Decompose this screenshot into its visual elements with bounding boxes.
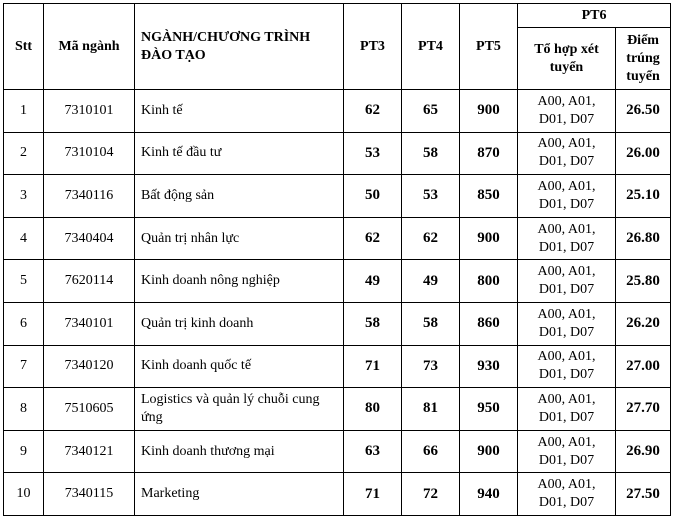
cell-to-hop: A00, A01, D01, D07 [518,217,616,260]
cell-diem: 26.80 [616,217,671,260]
cell-pt5: 850 [460,175,518,218]
cell-pt4: 66 [402,430,460,473]
table-row [4,260,671,303]
cell-pt4: 72 [402,473,460,516]
cell-ma-nganh: 7340404 [44,217,135,260]
cell-ma-nganh: 7310104 [44,132,135,175]
cell-diem: 26.20 [616,302,671,345]
header-pt5: PT5 [460,4,518,90]
cell-diem: 26.50 [616,90,671,133]
header-stt: Stt [4,4,44,90]
cell-pt4: 58 [402,302,460,345]
cell-stt: 7 [4,345,44,388]
cell-pt5: 870 [460,132,518,175]
table-row [4,345,671,388]
cell-diem: 25.80 [616,260,671,303]
cell-diem: 25.10 [616,175,671,218]
cell-pt3: 62 [344,217,402,260]
cell-pt4: 49 [402,260,460,303]
cell-ma-nganh: 7340120 [44,345,135,388]
cell-stt: 8 [4,388,44,431]
cell-nganh: Bất động sản [135,175,344,218]
cell-pt4: 58 [402,132,460,175]
cell-pt4: 65 [402,90,460,133]
cell-ma-nganh: 7510605 [44,388,135,431]
cell-pt3: 80 [344,388,402,431]
cell-pt3: 50 [344,175,402,218]
admission-table [3,3,671,516]
cell-to-hop: A00, A01, D01, D07 [518,430,616,473]
header-diem: Điểm trúng tuyển [616,28,671,90]
cell-pt5: 930 [460,345,518,388]
cell-diem: 27.50 [616,473,671,516]
cell-pt5: 900 [460,217,518,260]
cell-to-hop: A00, A01, D01, D07 [518,260,616,303]
table-row [4,430,671,473]
table-row [4,217,671,260]
cell-pt3: 49 [344,260,402,303]
cell-pt4: 62 [402,217,460,260]
cell-pt3: 63 [344,430,402,473]
cell-stt: 2 [4,132,44,175]
cell-stt: 5 [4,260,44,303]
header-ma-nganh: Mã ngành [44,4,135,90]
cell-pt5: 950 [460,388,518,431]
cell-pt3: 58 [344,302,402,345]
cell-ma-nganh: 7620114 [44,260,135,303]
cell-to-hop: A00, A01, D01, D07 [518,90,616,133]
cell-to-hop: A00, A01, D01, D07 [518,388,616,431]
cell-pt4: 73 [402,345,460,388]
cell-nganh: Quản trị nhân lực [135,217,344,260]
cell-nganh: Kinh doanh thương mại [135,430,344,473]
header-to-hop: Tổ hợp xét tuyển [518,28,616,90]
cell-pt3: 53 [344,132,402,175]
header-pt6: PT6 [518,4,671,28]
cell-nganh: Logistics và quản lý chuỗi cung ứng [135,388,344,431]
cell-pt3: 71 [344,473,402,516]
cell-pt4: 53 [402,175,460,218]
cell-diem: 26.00 [616,132,671,175]
header-nganh: NGÀNH/CHƯƠNG TRÌNH ĐÀO TẠO [135,4,344,90]
cell-nganh: Kinh tế [135,90,344,133]
table-row [4,132,671,175]
cell-to-hop: A00, A01, D01, D07 [518,175,616,218]
cell-pt4: 81 [402,388,460,431]
cell-ma-nganh: 7340121 [44,430,135,473]
table-row [4,388,671,431]
cell-pt5: 900 [460,90,518,133]
cell-to-hop: A00, A01, D01, D07 [518,132,616,175]
cell-nganh: Kinh tế đầu tư [135,132,344,175]
cell-to-hop: A00, A01, D01, D07 [518,345,616,388]
header-pt3: PT3 [344,4,402,90]
table-row [4,175,671,218]
cell-ma-nganh: 7340101 [44,302,135,345]
cell-diem: 26.90 [616,430,671,473]
cell-pt5: 800 [460,260,518,303]
cell-pt5: 860 [460,302,518,345]
cell-diem: 27.00 [616,345,671,388]
table-row [4,473,671,516]
cell-stt: 9 [4,430,44,473]
cell-stt: 4 [4,217,44,260]
table-row [4,302,671,345]
table-row [4,90,671,133]
cell-stt: 10 [4,473,44,516]
cell-to-hop: A00, A01, D01, D07 [518,302,616,345]
cell-ma-nganh: 7340116 [44,175,135,218]
cell-diem: 27.70 [616,388,671,431]
cell-nganh: Quản trị kinh doanh [135,302,344,345]
cell-stt: 1 [4,90,44,133]
cell-to-hop: A00, A01, D01, D07 [518,473,616,516]
cell-nganh: Marketing [135,473,344,516]
cell-ma-nganh: 7340115 [44,473,135,516]
table-body [4,90,671,516]
cell-stt: 3 [4,175,44,218]
cell-nganh: Kinh doanh nông nghiệp [135,260,344,303]
cell-pt5: 900 [460,430,518,473]
cell-stt: 6 [4,302,44,345]
cell-pt3: 71 [344,345,402,388]
cell-pt3: 62 [344,90,402,133]
header-pt4: PT4 [402,4,460,90]
cell-nganh: Kinh doanh quốc tế [135,345,344,388]
cell-ma-nganh: 7310101 [44,90,135,133]
cell-pt5: 940 [460,473,518,516]
